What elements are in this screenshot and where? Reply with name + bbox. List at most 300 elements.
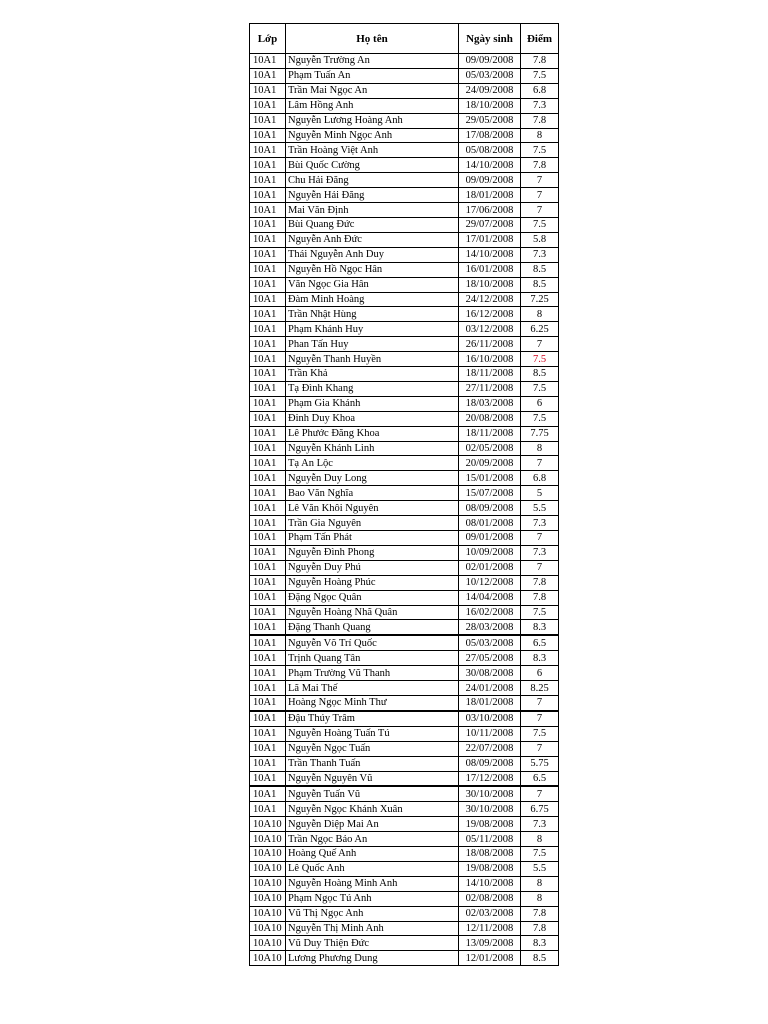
cell-class: 10A1	[250, 98, 286, 113]
cell-date-of-birth: 18/11/2008	[459, 426, 521, 441]
cell-class: 10A10	[250, 906, 286, 921]
cell-full-name: Nguyễn Hồ Ngọc Hân	[286, 262, 459, 277]
cell-date-of-birth: 17/12/2008	[459, 771, 521, 786]
cell-score: 7.3	[521, 817, 559, 832]
cell-class: 10A1	[250, 128, 286, 143]
table-row	[250, 83, 559, 98]
cell-score: 7.5	[521, 381, 559, 396]
cell-score: 7.3	[521, 247, 559, 262]
table-row	[250, 605, 559, 620]
cell-full-name: Nguyễn Nguyên Vũ	[286, 771, 459, 786]
student-score-table	[249, 23, 559, 966]
cell-score: 7	[521, 337, 559, 352]
cell-date-of-birth: 03/12/2008	[459, 322, 521, 337]
cell-date-of-birth: 09/01/2008	[459, 531, 521, 546]
table-row	[250, 396, 559, 411]
cell-full-name: Trần Mai Ngọc An	[286, 83, 459, 98]
cell-score: 8.5	[521, 262, 559, 277]
cell-class: 10A1	[250, 247, 286, 262]
cell-date-of-birth: 30/10/2008	[459, 786, 521, 801]
cell-score: 7.5	[521, 726, 559, 741]
cell-date-of-birth: 08/01/2008	[459, 516, 521, 531]
cell-score: 7.3	[521, 516, 559, 531]
cell-full-name: Nguyễn Duy Phú	[286, 560, 459, 575]
table-row	[250, 635, 559, 650]
cell-class: 10A10	[250, 891, 286, 906]
cell-full-name: Trần Khả	[286, 367, 459, 382]
cell-date-of-birth: 09/09/2008	[459, 54, 521, 69]
cell-class: 10A1	[250, 396, 286, 411]
cell-class: 10A1	[250, 188, 286, 203]
cell-class: 10A1	[250, 441, 286, 456]
cell-full-name: Đặng Ngọc Quân	[286, 590, 459, 605]
table-row	[250, 832, 559, 847]
table-row	[250, 411, 559, 426]
cell-class: 10A10	[250, 861, 286, 876]
table-row	[250, 367, 559, 382]
cell-full-name: Nguyễn Ngọc Khánh Xuân	[286, 802, 459, 817]
cell-score: 7.75	[521, 426, 559, 441]
table-row	[250, 352, 559, 367]
cell-class: 10A1	[250, 726, 286, 741]
table-row	[250, 921, 559, 936]
cell-full-name: Phạm Trường Vũ Thanh	[286, 666, 459, 681]
table-row	[250, 531, 559, 546]
table-row	[250, 426, 559, 441]
cell-date-of-birth: 17/08/2008	[459, 128, 521, 143]
cell-date-of-birth: 17/01/2008	[459, 232, 521, 247]
table-row	[250, 158, 559, 173]
header-class: Lớp	[250, 24, 286, 54]
table-row	[250, 817, 559, 832]
cell-score: 6	[521, 666, 559, 681]
table-row	[250, 771, 559, 786]
table-row	[250, 203, 559, 218]
cell-score: 8	[521, 128, 559, 143]
cell-score: 8	[521, 307, 559, 322]
cell-date-of-birth: 18/10/2008	[459, 277, 521, 292]
cell-class: 10A1	[250, 277, 286, 292]
table-body	[250, 54, 559, 966]
cell-date-of-birth: 13/09/2008	[459, 936, 521, 951]
cell-class: 10A10	[250, 876, 286, 891]
table-row	[250, 951, 559, 966]
cell-date-of-birth: 12/01/2008	[459, 951, 521, 966]
cell-score: 8.3	[521, 651, 559, 666]
cell-full-name: Lê Quốc Anh	[286, 861, 459, 876]
cell-date-of-birth: 14/04/2008	[459, 590, 521, 605]
table-row	[250, 322, 559, 337]
cell-score: 7.5	[521, 605, 559, 620]
cell-full-name: Bao Văn Nghĩa	[286, 486, 459, 501]
cell-score: 7.5	[521, 68, 559, 83]
cell-full-name: Trịnh Quang Tân	[286, 651, 459, 666]
cell-class: 10A1	[250, 666, 286, 681]
cell-score: 8	[521, 832, 559, 847]
cell-date-of-birth: 28/03/2008	[459, 620, 521, 635]
cell-date-of-birth: 12/11/2008	[459, 921, 521, 936]
cell-date-of-birth: 16/01/2008	[459, 262, 521, 277]
cell-date-of-birth: 02/05/2008	[459, 441, 521, 456]
cell-score: 7.8	[521, 113, 559, 128]
cell-class: 10A1	[250, 367, 286, 382]
cell-full-name: Đặng Thanh Quang	[286, 620, 459, 635]
cell-full-name: Nguyễn Tuấn Vũ	[286, 786, 459, 801]
cell-score: 5.75	[521, 756, 559, 771]
cell-date-of-birth: 29/05/2008	[459, 113, 521, 128]
cell-class: 10A1	[250, 575, 286, 590]
cell-full-name: Phạm Tuấn An	[286, 68, 459, 83]
cell-score: 5.5	[521, 861, 559, 876]
cell-date-of-birth: 24/12/2008	[459, 292, 521, 307]
cell-score: 6.5	[521, 771, 559, 786]
table-row	[250, 98, 559, 113]
cell-full-name: Nguyễn Diệp Mai An	[286, 817, 459, 832]
table-row	[250, 501, 559, 516]
cell-full-name: Phạm Ngọc Tú Anh	[286, 891, 459, 906]
table-row	[250, 666, 559, 681]
cell-score: 7.8	[521, 158, 559, 173]
cell-full-name: Tạ Đình Khang	[286, 381, 459, 396]
cell-score: 8	[521, 441, 559, 456]
cell-date-of-birth: 10/11/2008	[459, 726, 521, 741]
cell-date-of-birth: 19/08/2008	[459, 817, 521, 832]
cell-full-name: Trần Thanh Tuấn	[286, 756, 459, 771]
table-row	[250, 188, 559, 203]
cell-full-name: Nguyễn Anh Đức	[286, 232, 459, 247]
cell-score: 7	[521, 786, 559, 801]
table-row	[250, 471, 559, 486]
cell-score: 7.8	[521, 54, 559, 69]
cell-full-name: Vũ Thị Ngọc Anh	[286, 906, 459, 921]
cell-full-name: Thái Nguyễn Anh Duy	[286, 247, 459, 262]
cell-class: 10A1	[250, 620, 286, 635]
cell-date-of-birth: 05/11/2008	[459, 832, 521, 847]
cell-class: 10A1	[250, 352, 286, 367]
cell-full-name: Hoàng Quế Anh	[286, 847, 459, 862]
cell-score: 5.5	[521, 501, 559, 516]
cell-score: 6.8	[521, 471, 559, 486]
cell-class: 10A1	[250, 381, 286, 396]
cell-full-name: Phạm Tấn Phát	[286, 531, 459, 546]
cell-class: 10A1	[250, 158, 286, 173]
table-row	[250, 802, 559, 817]
cell-class: 10A1	[250, 651, 286, 666]
cell-date-of-birth: 16/02/2008	[459, 605, 521, 620]
cell-full-name: Lã Mai Thế	[286, 681, 459, 696]
cell-date-of-birth: 24/01/2008	[459, 681, 521, 696]
cell-date-of-birth: 03/10/2008	[459, 711, 521, 726]
table-row	[250, 620, 559, 635]
cell-score: 7.8	[521, 921, 559, 936]
cell-date-of-birth: 27/05/2008	[459, 651, 521, 666]
cell-class: 10A1	[250, 741, 286, 756]
cell-score: 6.8	[521, 83, 559, 98]
cell-class: 10A10	[250, 921, 286, 936]
table-row	[250, 575, 559, 590]
cell-score: 7.8	[521, 575, 559, 590]
table-row	[250, 128, 559, 143]
cell-date-of-birth: 14/10/2008	[459, 247, 521, 262]
table-row	[250, 113, 559, 128]
cell-score: 8.3	[521, 620, 559, 635]
table-row	[250, 277, 559, 292]
cell-score: 7.5	[521, 143, 559, 158]
cell-class: 10A1	[250, 426, 286, 441]
cell-score: 7	[521, 531, 559, 546]
cell-date-of-birth: 26/11/2008	[459, 337, 521, 352]
table-row	[250, 741, 559, 756]
table-row	[250, 173, 559, 188]
table-row	[250, 68, 559, 83]
cell-class: 10A10	[250, 817, 286, 832]
table-row	[250, 936, 559, 951]
cell-full-name: Bùi Quang Đức	[286, 217, 459, 232]
cell-class: 10A1	[250, 143, 286, 158]
cell-date-of-birth: 27/11/2008	[459, 381, 521, 396]
table-row	[250, 54, 559, 69]
cell-class: 10A1	[250, 786, 286, 801]
cell-full-name: Nguyễn Võ Trí Quốc	[286, 635, 459, 650]
cell-class: 10A1	[250, 590, 286, 605]
cell-class: 10A1	[250, 456, 286, 471]
cell-score: 8.5	[521, 951, 559, 966]
cell-full-name: Mai Văn Định	[286, 203, 459, 218]
cell-full-name: Nguyễn Thanh Huyền	[286, 352, 459, 367]
cell-class: 10A1	[250, 262, 286, 277]
cell-date-of-birth: 17/06/2008	[459, 203, 521, 218]
cell-date-of-birth: 09/09/2008	[459, 173, 521, 188]
cell-class: 10A1	[250, 560, 286, 575]
cell-full-name: Tạ An Lộc	[286, 456, 459, 471]
cell-score: 7.3	[521, 545, 559, 560]
cell-date-of-birth: 15/07/2008	[459, 486, 521, 501]
table-row	[250, 681, 559, 696]
cell-score: 7	[521, 741, 559, 756]
cell-full-name: Nguyễn Hoàng Phúc	[286, 575, 459, 590]
cell-class: 10A1	[250, 711, 286, 726]
cell-score: 8	[521, 876, 559, 891]
cell-class: 10A1	[250, 337, 286, 352]
cell-class: 10A1	[250, 83, 286, 98]
cell-full-name: Nguyễn Khánh Linh	[286, 441, 459, 456]
cell-full-name: Nguyễn Thị Minh Anh	[286, 921, 459, 936]
cell-full-name: Nguyễn Duy Long	[286, 471, 459, 486]
cell-class: 10A1	[250, 756, 286, 771]
cell-full-name: Trần Gia Nguyên	[286, 516, 459, 531]
cell-full-name: Đậu Thúy Trâm	[286, 711, 459, 726]
table-row	[250, 695, 559, 710]
table-row	[250, 711, 559, 726]
cell-full-name: Phạm Gia Khánh	[286, 396, 459, 411]
cell-score: 7	[521, 456, 559, 471]
cell-class: 10A1	[250, 203, 286, 218]
cell-date-of-birth: 05/03/2008	[459, 68, 521, 83]
cell-class: 10A10	[250, 951, 286, 966]
cell-full-name: Nguyễn Ngọc Tuấn	[286, 741, 459, 756]
cell-class: 10A1	[250, 802, 286, 817]
table-row	[250, 516, 559, 531]
cell-date-of-birth: 24/09/2008	[459, 83, 521, 98]
table-row	[250, 232, 559, 247]
cell-class: 10A1	[250, 681, 286, 696]
cell-class: 10A1	[250, 54, 286, 69]
header-score: Điểm	[521, 24, 559, 54]
cell-full-name: Lê Văn Khôi Nguyên	[286, 501, 459, 516]
cell-date-of-birth: 02/03/2008	[459, 906, 521, 921]
cell-date-of-birth: 29/07/2008	[459, 217, 521, 232]
cell-date-of-birth: 15/01/2008	[459, 471, 521, 486]
table-row	[250, 381, 559, 396]
cell-date-of-birth: 18/01/2008	[459, 188, 521, 203]
cell-full-name: Phan Tấn Huy	[286, 337, 459, 352]
cell-class: 10A1	[250, 516, 286, 531]
cell-date-of-birth: 18/01/2008	[459, 695, 521, 710]
cell-score: 8.5	[521, 367, 559, 382]
cell-score: 7.25	[521, 292, 559, 307]
cell-date-of-birth: 18/10/2008	[459, 98, 521, 113]
cell-date-of-birth: 30/10/2008	[459, 802, 521, 817]
cell-score: 7	[521, 173, 559, 188]
cell-class: 10A1	[250, 771, 286, 786]
cell-score: 7.5	[521, 411, 559, 426]
cell-class: 10A1	[250, 113, 286, 128]
cell-score: 7.8	[521, 590, 559, 605]
cell-full-name: Lê Phước Đăng Khoa	[286, 426, 459, 441]
cell-class: 10A1	[250, 531, 286, 546]
cell-score: 8.3	[521, 936, 559, 951]
cell-date-of-birth: 05/08/2008	[459, 143, 521, 158]
cell-full-name: Trần Nhật Hùng	[286, 307, 459, 322]
table-row	[250, 651, 559, 666]
cell-full-name: Văn Ngọc Gia Hân	[286, 277, 459, 292]
cell-score: 7	[521, 695, 559, 710]
table-row	[250, 486, 559, 501]
cell-date-of-birth: 18/11/2008	[459, 367, 521, 382]
header-full-name: Họ tên	[286, 24, 459, 54]
header-date-of-birth: Ngày sinh	[459, 24, 521, 54]
cell-class: 10A1	[250, 501, 286, 516]
cell-date-of-birth: 22/07/2008	[459, 741, 521, 756]
cell-full-name: Lương Phương Dung	[286, 951, 459, 966]
table-row	[250, 756, 559, 771]
table-row	[250, 143, 559, 158]
cell-full-name: Nguyễn Hải Đăng	[286, 188, 459, 203]
table-row	[250, 456, 559, 471]
cell-full-name: Đinh Duy Khoa	[286, 411, 459, 426]
cell-date-of-birth: 05/03/2008	[459, 635, 521, 650]
header-row	[250, 24, 559, 54]
cell-date-of-birth: 20/08/2008	[459, 411, 521, 426]
cell-class: 10A1	[250, 307, 286, 322]
cell-score: 7	[521, 188, 559, 203]
cell-class: 10A1	[250, 217, 286, 232]
cell-date-of-birth: 14/10/2008	[459, 876, 521, 891]
table-row	[250, 247, 559, 262]
table-row	[250, 891, 559, 906]
cell-class: 10A1	[250, 695, 286, 710]
table-row	[250, 847, 559, 862]
cell-score: 8.25	[521, 681, 559, 696]
cell-date-of-birth: 20/09/2008	[459, 456, 521, 471]
cell-full-name: Phạm Khánh Huy	[286, 322, 459, 337]
cell-date-of-birth: 16/12/2008	[459, 307, 521, 322]
cell-score: 7.8	[521, 906, 559, 921]
cell-class: 10A1	[250, 173, 286, 188]
cell-date-of-birth: 18/03/2008	[459, 396, 521, 411]
cell-date-of-birth: 10/12/2008	[459, 575, 521, 590]
table-row	[250, 262, 559, 277]
cell-date-of-birth: 18/08/2008	[459, 847, 521, 862]
cell-score: 7	[521, 560, 559, 575]
cell-score: 8	[521, 891, 559, 906]
table-row	[250, 545, 559, 560]
cell-score: 7.5	[521, 352, 559, 367]
cell-class: 10A1	[250, 232, 286, 247]
table-row	[250, 861, 559, 876]
table-row	[250, 786, 559, 801]
cell-full-name: Trần Ngọc Bảo An	[286, 832, 459, 847]
table-row	[250, 307, 559, 322]
cell-full-name: Hoàng Ngọc Minh Thư	[286, 695, 459, 710]
cell-full-name: Nguyễn Đình Phong	[286, 545, 459, 560]
cell-full-name: Nguyễn Hoàng Tuấn Tú	[286, 726, 459, 741]
cell-class: 10A10	[250, 832, 286, 847]
table-row	[250, 441, 559, 456]
cell-class: 10A10	[250, 847, 286, 862]
cell-score: 7	[521, 203, 559, 218]
cell-class: 10A10	[250, 936, 286, 951]
cell-class: 10A1	[250, 292, 286, 307]
cell-full-name: Nguyễn Minh Ngọc Anh	[286, 128, 459, 143]
table-row	[250, 337, 559, 352]
cell-full-name: Bùi Quốc Cường	[286, 158, 459, 173]
table-row	[250, 876, 559, 891]
cell-date-of-birth: 16/10/2008	[459, 352, 521, 367]
cell-full-name: Lâm Hồng Anh	[286, 98, 459, 113]
table-row	[250, 560, 559, 575]
cell-class: 10A1	[250, 68, 286, 83]
cell-score: 7.5	[521, 847, 559, 862]
cell-full-name: Nguyễn Lương Hoàng Anh	[286, 113, 459, 128]
cell-score: 6	[521, 396, 559, 411]
table-header	[250, 24, 559, 54]
cell-score: 8.5	[521, 277, 559, 292]
table-row	[250, 726, 559, 741]
cell-score: 5	[521, 486, 559, 501]
table-row	[250, 906, 559, 921]
cell-full-name: Nguyễn Hoàng Nhã Quân	[286, 605, 459, 620]
cell-class: 10A1	[250, 486, 286, 501]
cell-score: 6.25	[521, 322, 559, 337]
table-row	[250, 590, 559, 605]
cell-full-name: Nguyễn Hoàng Minh Anh	[286, 876, 459, 891]
cell-date-of-birth: 19/08/2008	[459, 861, 521, 876]
cell-full-name: Nguyễn Trường An	[286, 54, 459, 69]
cell-date-of-birth: 10/09/2008	[459, 545, 521, 560]
cell-class: 10A1	[250, 635, 286, 650]
cell-class: 10A1	[250, 322, 286, 337]
cell-date-of-birth: 08/09/2008	[459, 501, 521, 516]
cell-date-of-birth: 02/08/2008	[459, 891, 521, 906]
cell-full-name: Vũ Duy Thiện Đức	[286, 936, 459, 951]
cell-class: 10A1	[250, 545, 286, 560]
table-row	[250, 217, 559, 232]
cell-class: 10A1	[250, 471, 286, 486]
cell-date-of-birth: 02/01/2008	[459, 560, 521, 575]
table-row	[250, 292, 559, 307]
cell-full-name: Đàm Minh Hoàng	[286, 292, 459, 307]
